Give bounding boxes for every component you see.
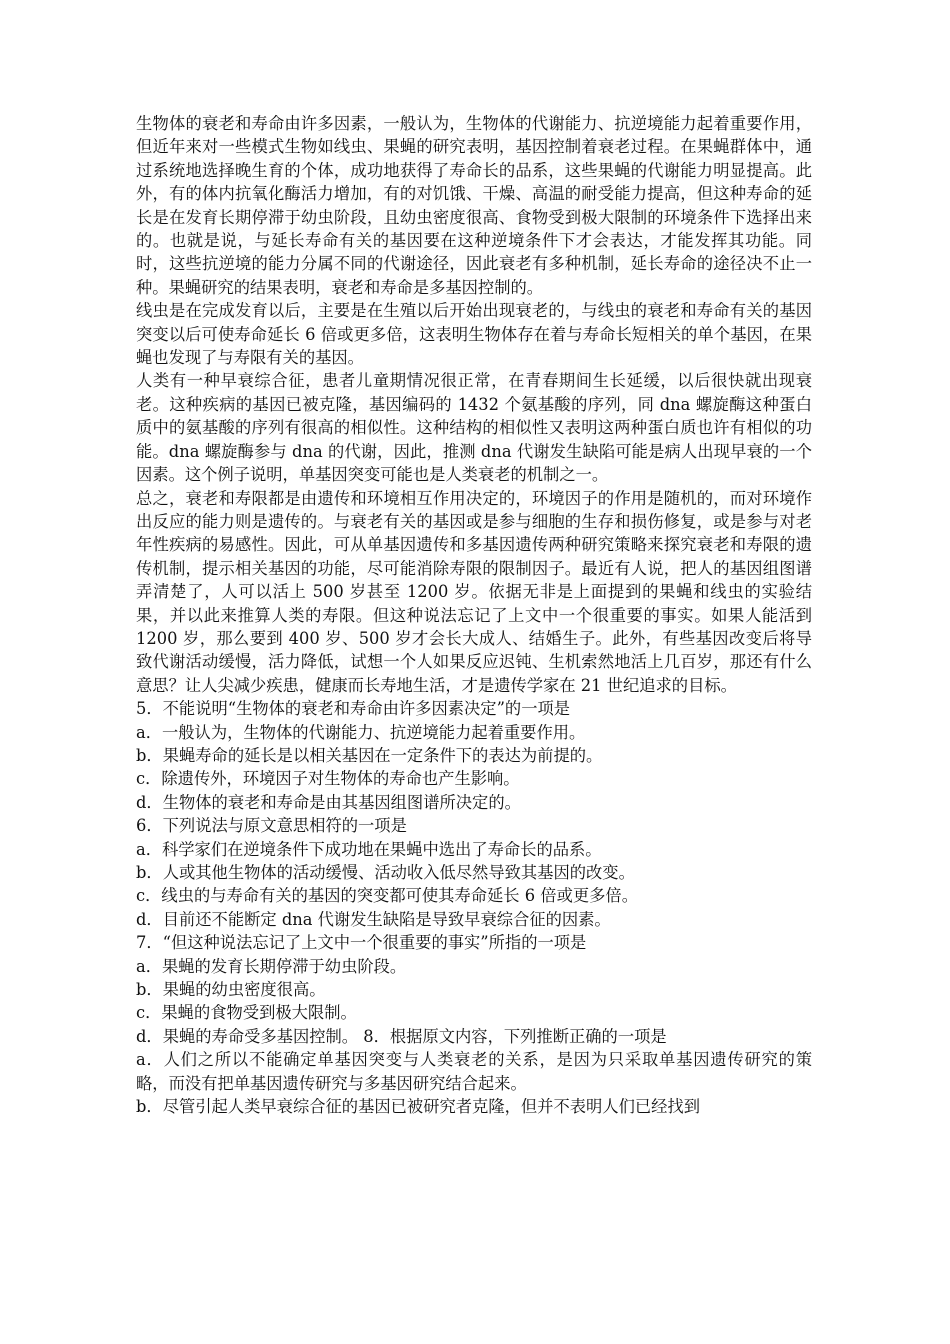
passage-paragraph-3: 人类有一种早衰综合征，患者儿童期情况很正常，在青春期间生长延缓，以后很快就出现衰老。这种疾病的基因已被克隆，基因编码的 1432 个氨基酸的序列，同 dna 螺旋酶这种蛋白质中的氨基酸的序列有很高的相似性。这种结构的相似性又表明这两种蛋白质也许有相似的功能。dna 螺旋酶参与 dna 的代谢，因此，推测 dna 代谢发生缺陷可能是病人出现早衰的一个因素。这个例子说明，单基因突变可能也是人类衰老的机制之一。: [136, 371, 812, 485]
question-5-option-c: c．除遗传外，环境因子对生物体的寿命也产生影响。: [136, 769, 520, 789]
document-page: [136, 112, 812, 1118]
question-5-option-d: d．生物体的衰老和寿命是由其基因组图谱所决定的。: [136, 792, 521, 812]
passage-paragraph-4: 总之，衰老和寿限都是由遗传和环境相互作用决定的，环境因子的作用是随机的，而对环境作出反应的能力则是遗传的。与衰老有关的基因或是参与细胞的生存和损伤修复，或是参与对老年性疾病的易感性。因此，可从单基因遗传和多基因遗传两种研究策略来探究衰老和寿限的遗传机制，提示相关基因的功能，尽可能消除寿限的限制因子。最近有人说，把人的基因组图谱弄清楚了，人可以活上 500 岁甚至 1200 岁。依据无非是上面提到的果蝇和线虫的实验结果，并以此来推算人类的寿限。但这种说法忘记了上文中一个很重要的事实。如果人能活到 1200 岁，那么要到 400 岁、500 岁才会长大成人、结婚生子。此外，有些基因改变后将导致代谢活动缓慢，活力降低，试想一个人如果反应迟钝、生机索然地活上几百岁，那还有什么意思？让人尖减少疾患，健康而长寿地生活，才是遗传学家在 21 世纪追求的目标。: [136, 488, 812, 695]
passage-paragraph-2: 线虫是在完成发育以后，主要是在生殖以后开始出现衰老的，与线虫的衰老和寿命有关的基因突变以后可使寿命延长 6 倍或更多倍，这表明生物体存在着与寿命长短相关的单个基因，在果蝇也发现了与寿限有关的基因。: [136, 301, 812, 368]
question-6-option-d: d．目前还不能断定 dna 代谢发生缺陷是导致早衰综合征的因素。: [136, 909, 611, 929]
question-7-option-d-and-question-8-stem: d．果蝇的寿命受多基因控制。 8．根据原文内容，下列推断正确的一项是: [136, 1026, 667, 1046]
question-7-option-b: b．果蝇的幼虫密度很高。: [136, 980, 326, 1000]
question-5-option-b: b．果蝇寿命的延长是以相关基因在一定条件下的表达为前提的。: [136, 745, 603, 765]
question-6-option-b: b．人或其他生物体的活动缓慢、活动收入低尽然导致其基因的改变。: [136, 863, 635, 882]
question-6-option-c: c．线虫的与寿命有关的基因的突变都可使其寿命延长 6 倍或更多倍。: [136, 886, 638, 906]
question-5-stem: 5．不能说明“生物体的衰老和寿命由许多因素决定”的一项是: [136, 699, 571, 719]
question-5-option-a: a．一般认为，生物体的代谢能力、抗逆境能力起着重要作用。: [136, 722, 586, 742]
question-8-option-a: a．人们之所以不能确定单基因突变与人类衰老的关系，是因为只采取单基因遗传研究的策略，而没有把单基因遗传研究与多基因研究结合起来。: [136, 1050, 812, 1093]
question-6-stem: 6．下列说法与原文意思相符的一项是: [136, 816, 407, 836]
question-7-option-c: c．果蝇的食物受到极大限制。: [136, 1003, 357, 1023]
passage-paragraph-1: 生物体的衰老和寿命由许多因素，一般认为，生物体的代谢能力、抗逆境能力起着重要作用，但近年来对一些模式生物如线虫、果蝇的研究表明，基因控制着衰老过程。在果蝇群体中，通过系统地选择晚生育的个体，成功地获得了寿命长的品系，这些果蝇的代谢能力明显提高。此外，有的体内抗氧化酶活力增加，有的对饥饿、干燥、高温的耐受能力提高，但这种寿命的延长是在发育长期停滞于幼虫阶段，且幼虫密度很高、食物受到极大限制的环境条件下选择出来的。也就是说，与延长寿命有关的基因要在这种逆境条件下才会表达，才能发挥其功能。同时，这些抗逆境的能力分属不同的代谢途径，因此衰老有多种机制，延长寿命的途径决不止一种。果蝇研究的结果表明，衰老和寿命是多基因控制的。: [136, 114, 812, 297]
question-7-stem: 7．“但这种说法忘记了上文中一个很重要的事实”所指的一项是: [136, 933, 587, 953]
question-7-option-a: a．果蝇的发育长期停滞于幼虫阶段。: [136, 956, 407, 976]
question-8-option-b: b．尽管引起人类早衰综合征的基因已被研究者克隆，但并不表明人们已经找到: [136, 1097, 700, 1117]
question-6-option-a: a．科学家们在逆境条件下成功地在果蝇中选出了寿命长的品系。: [136, 839, 602, 859]
